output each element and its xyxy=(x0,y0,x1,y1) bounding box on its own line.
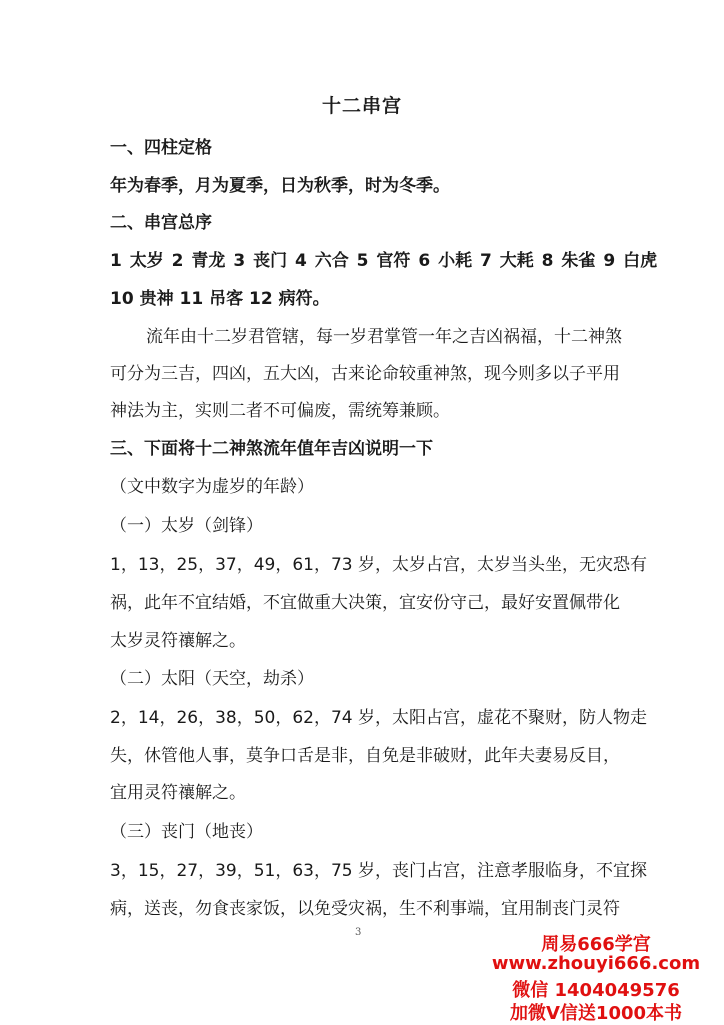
paragraph-line: 流年由十二岁君管辖，每一岁君掌管一年之吉凶祸福，十二神煞 xyxy=(146,327,622,347)
item-text-line: 1，13，25，37，49，61，73 岁，太岁占宫，太岁当头坐，无灾恐有 xyxy=(110,555,648,575)
item-text-line: 太岁灵符禳解之。 xyxy=(110,631,246,651)
watermark-brand: 周易666学宫 xyxy=(541,934,651,955)
item-text-line: 病，送丧，勿食丧家饭，以免受灾祸，生不利事端，宜用制丧门灵符 xyxy=(110,899,620,919)
page-number: 3 xyxy=(355,927,362,938)
item-text-line: 3，15，27，39，51，63，75 岁，丧门占宫，注意孝服临身，不宜探 xyxy=(110,861,648,881)
section-heading-3: 三、下面将十二神煞流年值年吉凶说明一下 xyxy=(110,439,433,459)
order-list-line-2: 10 贵神 11 吊客 12 病符。 xyxy=(110,289,330,309)
section-heading-2: 二、串宫总序 xyxy=(110,213,212,233)
watermark-wechat: 微信 1404049576 xyxy=(512,980,680,1001)
section-1-text: 年为春季，月为夏季，日为秋季，时为冬季。 xyxy=(110,176,450,196)
item-text-line: 2，14，26，38，50，62，74 岁，太阳占宫，虚花不聚财，防人物走 xyxy=(110,708,648,728)
page-title: 十二串宫 xyxy=(321,95,402,117)
section-heading-1: 一、四柱定格 xyxy=(110,138,212,158)
watermark-url: www.zhouyi666.com xyxy=(491,953,701,974)
item-text-line: 失，休管他人事，莫争口舌是非，自免是非破财，此年夫妻易反目， xyxy=(110,746,620,766)
watermark-promo: 加微V信送1000本书 xyxy=(509,1003,683,1024)
item-heading-taiyang: （二）太阳（天空，劫杀） xyxy=(110,669,314,689)
age-note: （文中数字为虚岁的年龄） xyxy=(110,477,314,497)
order-list-line-1: 1 太岁 2 青龙 3 丧门 4 六合 5 官符 6 小耗 7 大耗 8 朱雀 9 白虎 xyxy=(110,251,658,271)
item-heading-taisui: （一）太岁（剑锋） xyxy=(110,516,263,536)
item-heading-sangmen: （三）丧门（地丧） xyxy=(110,822,263,842)
item-text-line: 祸，此年不宜结婚，不宜做重大决策，宜安份守己，最好安置佩带化 xyxy=(110,593,620,613)
paragraph-line: 可分为三吉，四凶，五大凶，古来论命较重神煞，现今则多以子平用 xyxy=(110,364,620,384)
item-text-line: 宜用灵符禳解之。 xyxy=(110,783,246,803)
paragraph-line: 神法为主，实则二者不可偏废，需统筹兼顾。 xyxy=(110,401,450,421)
